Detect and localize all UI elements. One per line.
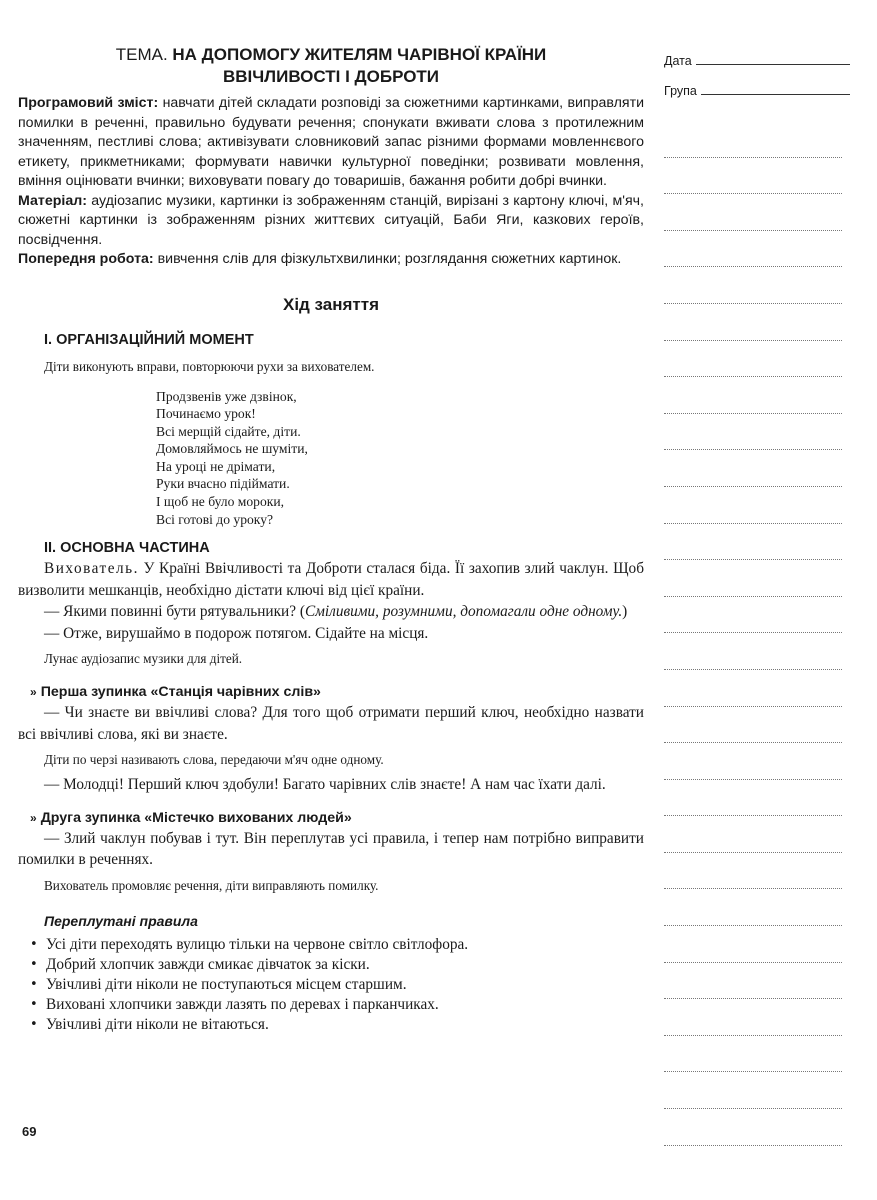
program-text: навчати дітей складати розповіді за сюжетними картинками, виправляти помилки в реченні, правильно будувати речення; спонукати вживати слова з протилежним значенням, пестливі слова; активізувати словниковий запас різними формами мовленнєвого етикету, прикметниками; формувати навички культурної поведінки; розвивати мовлення, вміння оцінювати вчинки; виховувати повагу до товаришів, бажання робити добрі вчинки. (18, 95, 644, 189)
material-block (18, 192, 644, 251)
notes-line[interactable] (664, 670, 842, 707)
notes-line[interactable] (664, 231, 842, 268)
stop1-marker: » (30, 685, 37, 700)
poem-line: Руки вчасно підіймати. (156, 476, 290, 492)
page-number: 69 (22, 1124, 37, 1139)
rules-heading: Переплутані правила (44, 912, 198, 929)
section1-instruction: Діти виконують вправи, повторюючи рухи за вихователем. (44, 358, 375, 374)
date-line (696, 62, 850, 65)
notes-line[interactable] (664, 999, 842, 1036)
rule-item: • Увічливі діти ніколи не поступаються місцем старшим. (18, 975, 644, 995)
stop1-note: Діти по черзі називають слова, передаючи м'яч одне одному. (44, 752, 384, 768)
notes-line[interactable] (664, 597, 842, 634)
notes-line[interactable] (664, 963, 842, 1000)
program-content (18, 94, 644, 192)
section2-p1-text: У Країні Ввічливості та Доброти сталася біда. Її захопив злий чаклун. Щоб визволити мешканців, необхідно дістати ключі від цієї країни. (18, 560, 644, 599)
section2-heading: II. ОСНОВНА ЧАСТИНА (44, 540, 210, 557)
notes-line[interactable] (664, 816, 842, 853)
stop1-paragraph2: — Молодці! Перший ключ здобули! Багато чарівних слів знаєте! А нам час їхати далі. (44, 776, 606, 794)
lesson-content (18, 44, 644, 1035)
stop1-paragraph1: — Чи знаєте ви ввічливі слова? Для того щоб отримати перший ключ, необхідно назвати всі ввічливі слова, які ви знаєте. (18, 704, 644, 743)
prework-text: вивчення слів для фізкультхвилинки; розглядання сюжетних картинок. (157, 251, 622, 267)
notes-line[interactable] (664, 1036, 842, 1073)
notes-line[interactable] (664, 926, 842, 963)
section2-note: Лунає аудіозапис музики для дітей. (44, 651, 243, 667)
rules-list (18, 935, 644, 1035)
notes-line[interactable] (664, 487, 842, 524)
stop2-note: Вихователь промовляє речення, діти виправляють помилку. (44, 877, 379, 893)
p2-answer: Сміливими, розумними, допомагали одне одному. (304, 603, 623, 621)
notes-line[interactable] (664, 524, 842, 561)
stop2-marker: » (30, 810, 37, 825)
notes-line[interactable] (664, 377, 842, 414)
program-label: Програмовий зміст: (18, 95, 159, 111)
notes-line[interactable] (664, 450, 842, 487)
notes-line[interactable] (664, 853, 842, 890)
notes-line[interactable] (664, 121, 842, 158)
rule-item: • Виховані хлопчики завжди лазять по деревах і парканчиках. (18, 995, 644, 1015)
poem-line: Починаємо урок! (156, 406, 256, 422)
poem-line: Всі готові до уроку? (156, 511, 274, 527)
notes-line[interactable] (664, 780, 842, 817)
poem (156, 388, 644, 529)
p2-close: ) (622, 603, 628, 621)
notes-dotted-lines (664, 121, 842, 1146)
group-label: Група (664, 84, 697, 98)
lesson-title (18, 44, 644, 88)
title-line2: ВВІЧЛИВОСТІ І ДОБРОТИ (222, 67, 440, 86)
notes-column (664, 48, 850, 108)
course-title: Хід заняття (282, 294, 379, 314)
material-text: аудіозапис музики, картинки із зображенням станцій, вирізані з картону ключі, м'яч, сюжетні картинки із зображенням різних життєвих ситуацій, Баби Яги, казкових героїв, посвідчення. (18, 192, 645, 248)
stop2-heading (18, 808, 644, 828)
notes-line[interactable] (664, 194, 842, 231)
notes-line[interactable] (664, 633, 842, 670)
speaker-label: Вихователь. (44, 560, 139, 578)
rule-item: • Добрий хлопчик завжди смикає дівчаток за кіски. (18, 955, 644, 975)
poem-line: На уроці не дрімати, (156, 458, 276, 474)
section1-heading: I. ОРГАНІЗАЦІЙНИЙ МОМЕНТ (44, 331, 254, 348)
notes-line[interactable] (664, 341, 842, 378)
prework-block (18, 250, 644, 270)
notes-line[interactable] (664, 267, 842, 304)
notes-line[interactable] (664, 889, 842, 926)
notes-line[interactable] (664, 707, 842, 744)
notes-line[interactable] (664, 414, 842, 451)
notes-line[interactable] (664, 560, 842, 597)
rule-item: • Усі діти переходять вулицю тільки на червоне світло світлофора. (18, 935, 644, 955)
notes-line[interactable] (664, 304, 842, 341)
poem-line: І щоб не було мороки, (156, 494, 285, 510)
prework-label: Попередня робота: (18, 251, 154, 267)
section2-paragraph1 (18, 558, 644, 601)
section2-paragraph3: — Отже, вирушаймо в подорож потягом. Сідайте на місця. (44, 624, 429, 642)
notes-line[interactable] (664, 743, 842, 780)
material-label: Матеріал: (18, 192, 87, 209)
notes-line[interactable] (664, 158, 842, 195)
poem-line: Продзвенів уже дзвінок, (156, 388, 297, 404)
rule-item: • Увічливі діти ніколи не вітаються. (18, 1015, 644, 1035)
p2-question: — Якими повинні бути рятувальники? ( (44, 603, 305, 621)
notes-line[interactable] (664, 1072, 842, 1109)
group-line (701, 92, 850, 95)
title-label: ТЕМА. (115, 45, 168, 64)
date-field[interactable] (664, 48, 850, 68)
poem-line: Домовляймось не шуміти, (156, 441, 308, 457)
group-field[interactable] (664, 78, 850, 98)
title-line1: НА ДОПОМОГУ ЖИТЕЛЯМ ЧАРІВНОЇ КРАЇНИ (172, 45, 547, 64)
stop2-paragraph1: — Злий чаклун побував і тут. Він переплутав усі правила, і тепер нам потрібно виправити помилки в реченнях. (18, 829, 644, 869)
section2-paragraph2 (18, 601, 644, 623)
stop2-title: Друга зупинка «Містечко вихованих людей» (40, 809, 352, 826)
poem-line: Всі мерщій сідайте, діти. (156, 423, 301, 439)
date-label: Дата (664, 54, 692, 68)
stop1-heading (18, 682, 644, 702)
notes-line[interactable] (664, 1109, 842, 1146)
stop1-title: Перша зупинка «Станція чарівних слів» (40, 684, 321, 701)
